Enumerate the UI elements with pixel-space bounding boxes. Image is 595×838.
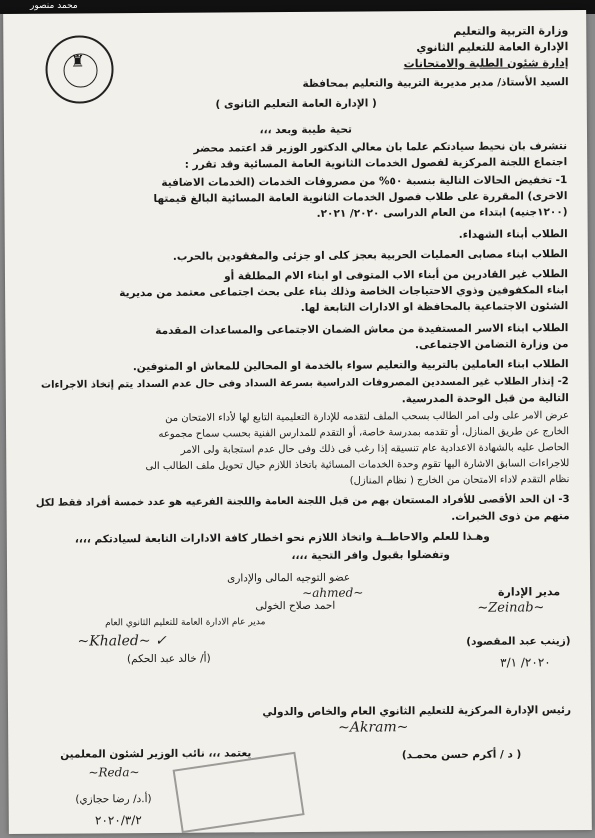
procedure-line-2: الخارج عن طريق المنازل، أو تقدمه بمدرسة خاصة، أو التقدم للمدارس الفنية بحسب سماح مجموعه bbox=[158, 426, 570, 440]
director-title: مدير الإدارة bbox=[497, 585, 561, 599]
approve-line: يعتمد ،،، نائب الوزير لشئون المعلمين bbox=[60, 747, 252, 761]
point-3-line-2: منهم من ذوى الخبرات. bbox=[451, 510, 570, 523]
approve-name: (أ.د/ رضا حجازي) bbox=[75, 793, 152, 806]
bullet-4-line-1: الطلاب ابناء الاسر المستفيدة من معاش الضمان الاجتماعى والمساعدات المقدمة bbox=[155, 322, 569, 337]
approve-date: ٢٠٢٠/٣/٢ bbox=[94, 813, 142, 828]
procedure-line-3: الحاصل عليه بالشهادة الاعدادية عام تنسيقه إذا رغب فى ذلك وفى حال عدم استجابة ولى الامر bbox=[180, 442, 570, 456]
director-name: (زينب عبد المقصود) bbox=[466, 635, 571, 648]
procedure-line-4: للاجراءات السابق الاشارة اليها تقوم وحدة الخدمات المسائية باتخاذ اللازم حيال تحويل ملف الطالب الى bbox=[145, 458, 570, 473]
bullet-4-line-2: من وزارة التضامن الاجتماعى. bbox=[414, 338, 569, 352]
head-signature-icon: ~Akram~ bbox=[338, 719, 409, 736]
head-name: ( د / أكرم حسن محمـد) bbox=[401, 748, 522, 762]
uploader-name: محمد منصور bbox=[30, 1, 78, 11]
procedure-line-5: نظام التقدم لاداء الامتحان من الخارج ( نظام المنازل) bbox=[349, 474, 570, 487]
point-1-line-3: (١٢٠٠جنيه) ابتداء من العام الدراسى ٢٠٢٠/ ٢٠٢١. bbox=[316, 206, 568, 220]
point-2-line-2: التالية من قبل الوحدة المدرسية. bbox=[401, 392, 569, 406]
eagle-emblem-icon: ♜ bbox=[70, 51, 85, 71]
approve-signature-icon: ~Reda~ bbox=[88, 765, 140, 780]
member-title: عضو التوجيه المالى والإدارى bbox=[227, 571, 351, 585]
point-2-line-1: 2- إنذار الطلاب غير المسددين المصروفات الدراسية بسرعة السداد وفى حال عدم السداد يتم إتخاذ الاجراءات bbox=[40, 376, 569, 391]
ministry-logo bbox=[45, 35, 113, 103]
head-title: رئيس الإدارة المركزية للتعليم الثانوي العام والخاص والدولي bbox=[262, 704, 572, 719]
document-page bbox=[3, 10, 592, 834]
intro-line-1: نتشرف بان نحيط سيادتكم علما بان معالي الدكتور الوزير قد اعتمد محضر bbox=[193, 140, 568, 155]
point-1-line-1: 1- تخفيض الحالات التالية بنسبة ٥٠% من مصروفات الخدمات (الخدمات الاضافية bbox=[161, 174, 568, 189]
bullet-3-line-3: الشئون الاجتماعية بالمحافظة او الادارات التابعة لها. bbox=[300, 300, 569, 314]
closing-line-1: وهـذا للعلم والاحاطــة واتخاذ اللازم نحو اخطار كافة الادارات التابعة لسيادتكم ،،،، bbox=[74, 530, 490, 546]
official-stamp-icon bbox=[173, 752, 305, 833]
gm-title: مدير عام الادارة العامة للتعليم الثانوي العام bbox=[105, 617, 266, 629]
bullet-3-line-2: ابناء المكفوفين وذوي الاحتياجات الخاصة وذلك بناء على بحث اجتماعى معتمد من مديرية bbox=[119, 284, 569, 300]
section-name: إدارة شئون الطلبة والامتحانات bbox=[403, 56, 569, 71]
gm-name: (أ/ خالد عبد الحكم) bbox=[126, 652, 211, 666]
bullet-3-line-1: الطلاب غير القادرين من أبناء الاب المتوفى او ابناء الام المطلقة أو bbox=[224, 268, 569, 283]
member-name: احمد صلاح الخولى bbox=[255, 599, 336, 613]
point-3-line-1: 3- ان الحد الأقصى للأفراد المستعان بهم من قبل اللجنة العامة واللجنة الفرعيه هو عدد خمسة أفراد فقط لكل bbox=[35, 494, 570, 509]
intro-line-2: اجتماع اللجنة المركزية لفصول الخدمات الثانوية العامة المسائية وقد تقرر : bbox=[184, 156, 568, 171]
bullet-1: الطلاب أبناء الشهداء. bbox=[458, 228, 568, 241]
member-signature-icon: ~ahmed~ bbox=[302, 585, 364, 600]
ministry-name: وزارة التربية والتعليم bbox=[453, 24, 569, 38]
closing-line-2: وتفضلوا بقبول وافر التحية ،،،، bbox=[291, 548, 450, 563]
procedure-line-1: عرض الامر على ولى امر الطالب بسحب الملف لتقدمه للإدارة التعليمية التابع لها لأداء الامتحان من bbox=[165, 410, 570, 424]
director-date: ٢٠٢٠/ ٣/١ bbox=[500, 655, 551, 670]
greeting: تحية طيبة وبعد ،،، bbox=[259, 123, 353, 137]
recipient-line: السيد الأستاذ/ مدير مديرية التربية والتعليم بمحافظة bbox=[302, 76, 569, 90]
recipient-sub: ( الإدارة العامة التعليم الثانوى ) bbox=[215, 97, 377, 111]
gm-signature-icon: ~Khaled~ ✓ bbox=[77, 632, 167, 650]
bullet-2: الطلاب ابناء مصابى العمليات الحربية بعجز كلى او جزئى والمفقودين بالحرب. bbox=[172, 248, 568, 263]
point-1-line-2: الاخرى) المقررة على طلاب فصول الخدمات الثانوية العامة المسائية البالغ قيمتها bbox=[153, 190, 568, 205]
director-signature-icon: ~Zeinab~ bbox=[477, 600, 545, 616]
bullet-5: الطلاب ابناء العاملين بالتربية والتعليم سواء بالخدمة او المحالين للمعاش او المتوفين. bbox=[132, 358, 569, 374]
department-name: الإدارة العامة للتعليم الثانوي bbox=[416, 40, 569, 55]
